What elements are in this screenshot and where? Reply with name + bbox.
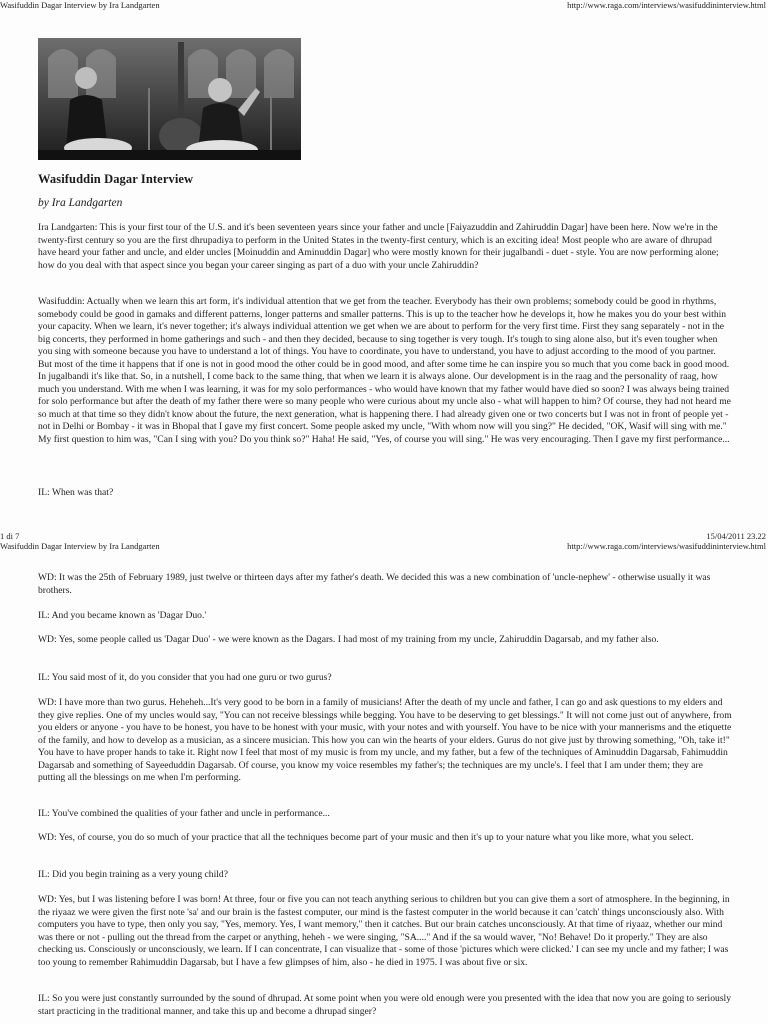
article-byline: by Ira Landgarten — [38, 197, 123, 209]
paragraph: WD: Yes, some people called us 'Dagar Duo' - we were known as the Dagars. I had most of my training from my uncle, Zahiruddin Dagarsab, and my father also. — [38, 634, 659, 645]
paragraph: IL: And you became known as 'Dagar Duo.' — [38, 610, 207, 621]
paragraph: IL: So you were just constantly surrounded by the sound of dhrupad. At some point when you were old enough were you presented with the idea that now you are going to seriously start practicing in the traditional manner, and take this up and become a dhrupad singer? — [38, 993, 732, 1017]
paragraph-wasifuddin-answer: Wasifuddin: Actually when we learn this art form, it's individual attention that we get from the teacher. Everybody has their own problems; somebody could be good in rhythms, somebody could be good in gamaks and different patterns, longer patterns and smaller patterns. This is up to the teacher how he develops it, how he makes you do your best within your capacity. When we learn, it's never together; it's always individual attention we get when we are about to perform for the very first time. First they sang separately - not in the big concerts, they performed in home gatherings and such - and then they decided, because to sing together is very tough. It's tough to sing alone also, but it's even tougher when you sing with someone because you have to understand a lot of things. You have to coordinate, you have to understand, you have to adjust according to the mood of you partner. But most of the time it happens that if one is not in good mood the other could be in good mood, and after some time he can inspire you so much that you come back in good mood. In jugalbandi it's like that. So, in a nutshell, I come back to the same thing, that when we learn it is always alone. Our development is in the raag and the personality of raag, how much you understand. With me when I was learning, it was for my solo performances - who would have known that my father would have died so soon? I was always being trained for solo performance but after the death of my father there were so many people who were curious about my uncle also - what will happen to him? Of course, they had not heard me so much at that time so they didn't know about the future, the next generation, what is happening there. I had already given one or two concerts but I was not in front of people yet - not in Delhi or Bombay - it was in Bhopal that I gave my first concert. Some people asked my uncle, "With whom now will you sing?" He decided, "OK, Wasif will sing with me." My first question to him was, "Can I sing with you? Do you think so?" Haha! He said, "Yes, of course you will sing." He was very encouraging. Then I gave my first performance... — [38, 296, 731, 445]
article-title: Wasifuddin Dagar Interview — [38, 172, 194, 186]
page-number: 1 di 7 — [0, 531, 20, 541]
paragraph: IL: You said most of it, do you consider that you had one guru or two gurus? — [38, 672, 332, 683]
photo-illustration — [38, 38, 301, 160]
paragraph-when-question: IL: When was that? — [38, 487, 114, 498]
paragraph: WD: Yes, but I was listening before I was born! At three, four or five you can not teach anything serious to children but you can give them a sort of atmosphere. In the beginning, in the riyaaz we were given the first note 'sa' and our brain is the fastest computer, our mind is the fastest computer in the world because it can 'catch' things unconsciously also. With computers you have to type, then only you say, "Yes, memory. Yes, I want memory," then it catches. But our brain catches unconsciously. At that time of riyaaz, whether our mind was there or not - pulling out the thread from the carpet or anything, heheh - we were singing, "SA...." And if the sa would waver, "No! Behave! Do it properly." They are also checking us. Consciously or unconsciously, we learn. If I can concentrate, I can visualize that - some of those 'pictures which were clicked.' I can see my uncle and my father; I was too young to remember Rahimuddin Dagarsab, but I have a few glimpses of him, also - he died in 1975. I was about five or six. — [38, 894, 730, 968]
header-url: http://www.raga.com/interviews/wasifuddininterview.html — [567, 0, 766, 10]
print-timestamp: 15/04/2011 23.22 — [706, 531, 766, 541]
paragraph-intro-question: Ira Landgarten: This is your first tour of the U.S. and it's been seventeen years since your father and uncle [Faiyazuddin and Zahiruddin Dagar] have been here. Now we're in the twenty-first century so you are the first dhrupadiya to perform in the United States in the twenty-first century, which is an exciting idea! Most people who are aware of dhrupad have heard your father and uncle, and elder uncles [Moinuddin and Aminuddin Dagar] who were mostly known for their jugalbandi - duet - style. You are now performing alone; how do you deal with that aspect since you began your career singing as part of a duo with your uncle Zahiruddin? — [38, 222, 719, 271]
header-title: Wasifuddin Dagar Interview by Ira Landgarten — [0, 0, 160, 10]
header-title: Wasifuddin Dagar Interview by Ira Landgarten — [0, 541, 160, 551]
paragraph: IL: Did you begin training as a very young child? — [38, 869, 228, 880]
paragraph: IL: You've combined the qualities of your father and uncle in performance... — [38, 808, 330, 819]
header-url: http://www.raga.com/interviews/wasifuddininterview.html — [567, 541, 766, 551]
paragraph: WD: Yes, of course, you do so much of your practice that all the techniques become part of your music and then it's up to your nature what you like more, what you select. — [38, 832, 694, 843]
paragraph: WD: I have more than two gurus. Heheheh...It's very good to be born in a family of musicians! After the death of my uncle and father, I can go and ask questions to my elders and they give replies. One of my uncles would say, "You can not receive blessings while begging. You have to be deserving to get blessings." It will not come just out of anywhere, from you elders or anyone - you have to be honest, you have to be honest with your music, with your notes and with yourself. You have to be nice with your mannerisms and the etiquette of the family, and how to develop as a musician, as a sincere musician. This how you can win the hearts of your elders. Gurus do not give just by throwing something, "Oh, take it!" You have to have proper hands to take it. Right now I feel that most of my music is from my uncle, and my father, but a few of the techniques of Aminuddin Dagarsab, Fahimuddin Dagarsab and something of Sayeeduddin Dagarsab. Of course, you know my voice resembles my father's; the techniques are my uncle's. I feel that I am under them; they are putting all the blessings on me when I'm performing. — [38, 697, 732, 783]
musicians-photo — [38, 38, 301, 160]
paragraph: WD: It was the 25th of February 1989, just twelve or thirteen days after my father's death. We decided this was a new combination of 'uncle-nephew' - otherwise usually it was brothers. — [38, 572, 711, 596]
